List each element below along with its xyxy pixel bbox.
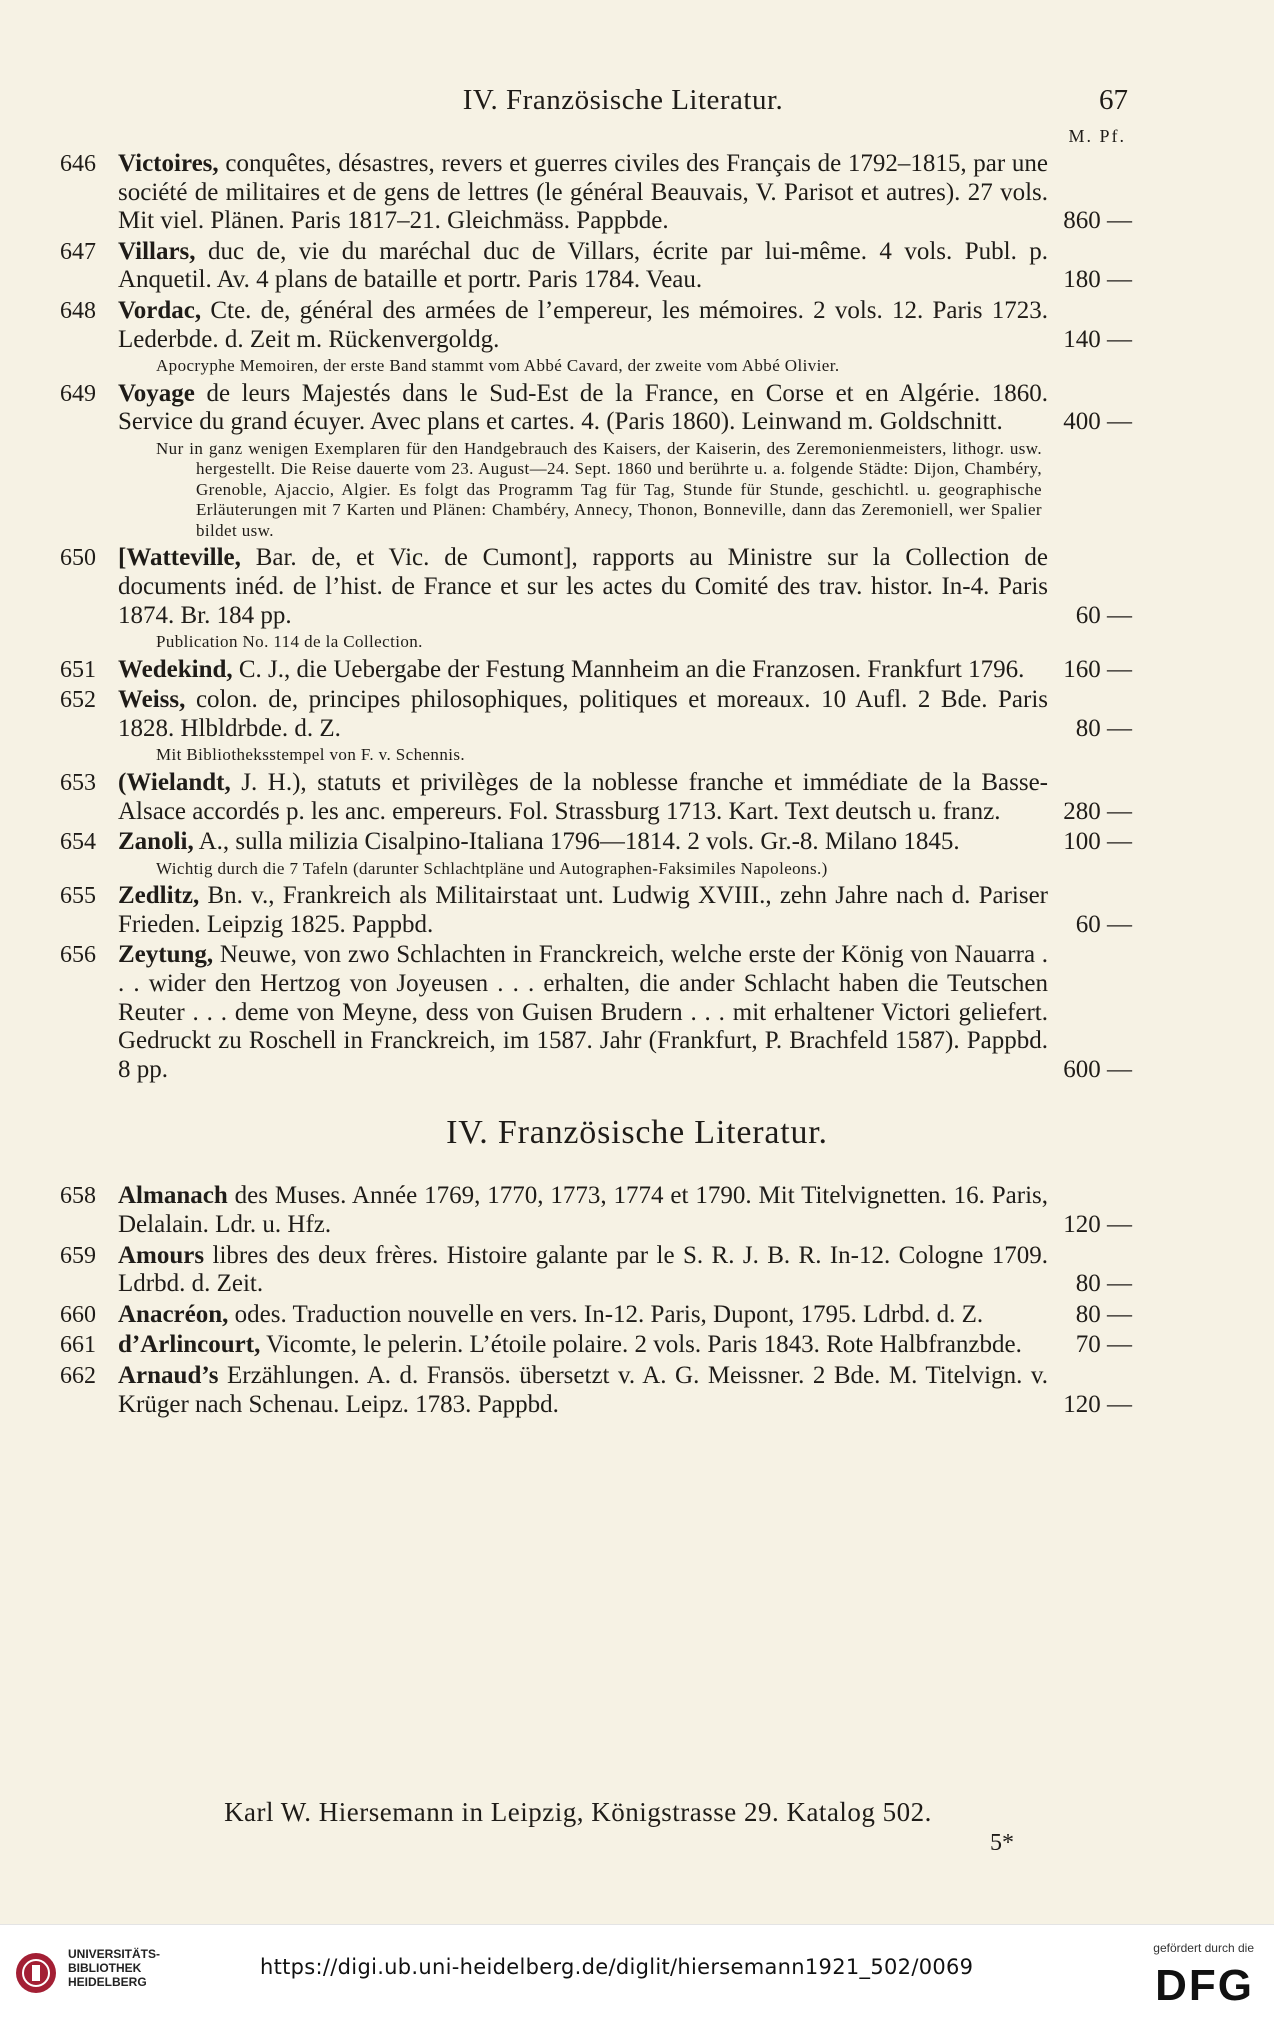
catalog-entry [60,238,1132,295]
page-url[interactable]: https://digi.ub.uni-heidelberg.de/diglit/hiersemann1921_502/0069 [260,1955,974,1979]
entry-note: Publication No. 114 de la Collection. [156,632,423,652]
entry-number: 660 [60,1301,96,1328]
entry-lead-word: Wedekind, [118,655,233,683]
entry-price: 600 — [1063,1055,1132,1083]
entry-description: Erzählungen. A. d. Fransös. übersetzt v. A. G. Meissner. 2 Bde. M. Titelvign. v. Krüger nach Schenau. Leipz. 1783. Pappbd. [118,1361,1048,1418]
catalog-entry [60,656,1132,685]
entry-price: 100 — [1063,828,1132,856]
entry-description: colon. de, principes philosophiques, politiques et moreaux. 10 Aufl. 2 Bde. Paris 1828. Hlbldrbde. d. Z. [118,686,1049,742]
entry-lead-word: d’Arlincourt, [118,1331,261,1359]
entry-lead-word: Voyage [118,379,195,407]
catalog-entries [60,150,1132,1421]
entry-text [118,882,1048,939]
entry-number: 656 [60,942,96,969]
entry-lead-word: Zanoli, [118,828,194,856]
entry-price: 60 — [1075,910,1132,938]
entry-note: Nur in ganz wenigen Exemplaren für den Handgebrauch des Kaisers, der Kaiserin, des Zeremonienmeisters, lithogr. usw. hergestellt. Die Reise dauerte vom 23. August—24. Sept. 1860 und berührte u. a. folgende Städte: Dijon, Chambéry, Grenoble, Ajaccio, Algier. Es folgt das Programm Tag für Tag, Stunde für Stunde, geschichtl. u. geographische Erläuterungen mit 7 Karten und Plänen: Chambéry, Annecy, Thonon, Bonneville, dann das Zeremoniell, wer Spalier bildet usw. [156,438,1042,540]
entry-description: Vicomte, le pelerin. L’étoile polaire. 2 vols. Paris 1843. Rote Halbfranzbde. [266,1331,1022,1359]
catalog-entry [60,1182,1132,1239]
entry-text [118,828,1048,857]
entry-text [118,1331,1048,1360]
entry-description: Neuwe, von zwo Schlachten in Franckreich, welche erste der König von Nauarra . . . wider den Hertzog von Joyeusen . . . erhalten, die ander Schlacht haben die Teutschen Reuter . . . deme von Meyne, dess von Guisen Brudern . . . mit erhaltener Victori geliefert. Gedruckt zu Roschell in Franckreich, im 1587. Jahr (Frankfurt, P. Brachfeld 1587). Pappbd. 8 pp. [118,941,1049,1083]
entry-number: 648 [60,297,96,324]
entry-price: 120 — [1063,1210,1132,1238]
entry-text [118,941,1048,1084]
entry-description: conquêtes, désastres, revers et guerres civiles des Français de 1792–1815, par une société de militaires et de gens de lettres (le général Beauvais, V. Parisot et autres). 27 vols. Mit viel. Plänen. Paris 1817–21. Gleichmäss. Pappbde. [118,150,1049,235]
entry-price: 120 — [1063,1390,1132,1418]
entry-text [118,150,1048,236]
funder-label: gefördert durch die [1153,1941,1254,1955]
entry-description: A., sulla milizia Cisalpino-Italiana 1796—1814. 2 vols. Gr.-8. Milano 1845. [198,828,960,856]
entry-description: des Muses. Année 1769, 1770, 1773, 1774 et 1790. Mit Titelvignetten. 16. Paris, Delalain. Ldr. u. Hfz. [118,1182,1048,1238]
entry-number: 658 [60,1183,96,1210]
currency-label: M. Pf. [1068,126,1126,146]
catalog-entry [60,1362,1132,1419]
dfg-logo: DFG [1155,1961,1254,2010]
running-header [118,84,1128,124]
entry-text [118,238,1048,295]
catalog-entry [60,1301,1132,1330]
entry-description: J. H.), statuts et privilèges de la noblesse franche et immédiate de la Basse-Alsace accordés p. les anc. empereurs. Fol. Strassburg 1713. Kart. Text deutsch u. franz. [118,768,1048,825]
entry-note: Apocryphe Memoiren, der erste Band stammt vom Abbé Cavard, der zweite vom Abbé Olivier. [156,356,840,376]
entry-lead-word: Amours [118,1241,205,1269]
entry-price: 160 — [1063,655,1132,683]
entry-number: 652 [60,687,96,714]
entry-price: 180 — [1063,266,1132,294]
catalog-entry [60,686,1132,743]
entry-text [118,1362,1048,1419]
entry-lead-word: Victoires, [118,150,219,177]
entry-number: 651 [60,656,96,683]
catalog-entry [60,1331,1132,1360]
entry-text [118,686,1048,743]
entry-note: Mit Bibliotheksstempel von F. v. Schennis. [156,745,466,765]
entry-price: 860 — [1063,207,1132,235]
viewer-footer-bar [0,1924,1274,2018]
catalog-entry [60,380,1132,437]
entry-list-bottom [60,1182,1132,1419]
entry-price: 60 — [1075,601,1132,629]
entry-lead-word: Zeytung, [118,941,214,969]
catalog-entry [60,150,1132,236]
library-name: UNIVERSITÄTS- BIBLIOTHEK HEIDELBERG [68,1947,161,1989]
entry-price: 400 — [1063,408,1132,436]
entry-text [118,380,1048,437]
catalog-entry [60,828,1132,857]
entry-description: Bn. v., Frankreich als Militairstaat unt. Ludwig XVIII., zehn Jahre nach d. Pariser Frieden. Leipzig 1825. Pappbd. [118,882,1048,938]
catalog-entry [60,544,1132,630]
catalog-entry [60,941,1132,1084]
entry-price: 80 — [1075,1270,1132,1298]
entry-number: 653 [60,769,96,796]
entry-number: 661 [60,1332,96,1359]
entry-description: de leurs Majestés dans le Sud-Est de la France, en Corse et en Algérie. 1860. Service du grand écuyer. Avec plans et cartes. 4. (Paris 1860). Leinwand m. Goldschnitt. [118,379,1049,436]
page-number: 67 [1099,84,1128,116]
entry-lead-word: Weiss, [118,686,186,714]
entry-text [118,1301,1048,1330]
entry-price: 80 — [1075,714,1132,742]
entry-lead-word: Vordac, [118,296,202,324]
entry-description: Bar. de, et Vic. de Cumont], rapports au Ministre sur la Collection de documents inéd. de l’hist. de France et sur les actes du Comité des trav. histor. In-4. Paris 1874. Br. 184 pp. [118,544,1048,629]
catalog-entry [60,297,1132,354]
running-title: IV. Französische Literatur. [462,84,784,116]
entry-number: 659 [60,1242,96,1269]
entry-description: libres des deux frères. Histoire galante par le S. R. J. B. R. In-12. Cologne 1709. Ldrbd. d. Zeit. [118,1241,1049,1298]
section-heading: IV. Französische Literatur. [446,1114,828,1152]
entry-lead-word: Almanach [118,1182,228,1210]
entry-lead-word: Arnaud’s [118,1361,219,1389]
entry-price: 70 — [1075,1331,1132,1359]
publisher-footer: Karl W. Hiersemann in Leipzig, Königstrasse 29. Katalog 502. [224,1797,932,1827]
entry-text [118,544,1048,630]
entry-description: C. J., die Uebergabe der Festung Mannheim an die Franzosen. Frankfurt 1796. [238,655,1025,683]
entry-note: Wichtig durch die 7 Tafeln (darunter Schlachtpläne und Autographen-Faksimiles Napoleons.) [156,858,828,878]
signature-mark: 5* [990,1830,1014,1856]
entry-number: 654 [60,829,96,856]
entry-number: 662 [60,1362,96,1389]
entry-text [118,769,1048,826]
entry-price: 140 — [1063,325,1132,353]
library-seal-icon [14,1951,58,1995]
catalog-entry [60,1242,1132,1299]
entry-lead-word: Anacréon, [118,1300,229,1328]
entry-lead-word: Zedlitz, [118,882,200,910]
catalog-entry [60,769,1132,826]
entry-number: 646 [60,151,96,177]
entry-text [118,656,1048,685]
entry-lead-word: [Watteville, [118,544,241,572]
entry-description: odes. Traduction nouvelle en vers. In-12. Paris, Dupont, 1795. Ldrbd. d. Z. [234,1300,984,1328]
entry-text [118,1242,1048,1299]
entry-description: duc de, vie du maréchal duc de Villars, écrite par lui-même. 4 vols. Publ. p. Anquetil. Av. 4 plans de bataille et portr. Paris 1784. Veau. [118,237,1049,294]
entry-text [118,297,1048,354]
entry-number: 655 [60,883,96,910]
entry-price: 280 — [1063,797,1132,825]
entry-price: 80 — [1075,1300,1132,1328]
entry-number: 647 [60,238,96,265]
entry-lead-word: (Wielandt, [118,768,231,796]
catalog-entry [60,882,1132,939]
entry-text [118,1182,1048,1239]
entry-description: Cte. de, général des armées de l’empereur, les mémoires. 2 vols. 12. Paris 1723. Lederbde. d. Zeit m. Rückenvergoldg. [118,296,1048,353]
entry-number: 650 [60,545,96,572]
entry-list-top [60,150,1132,1084]
entry-number: 649 [60,380,96,407]
entry-lead-word: Villars, [118,237,196,265]
